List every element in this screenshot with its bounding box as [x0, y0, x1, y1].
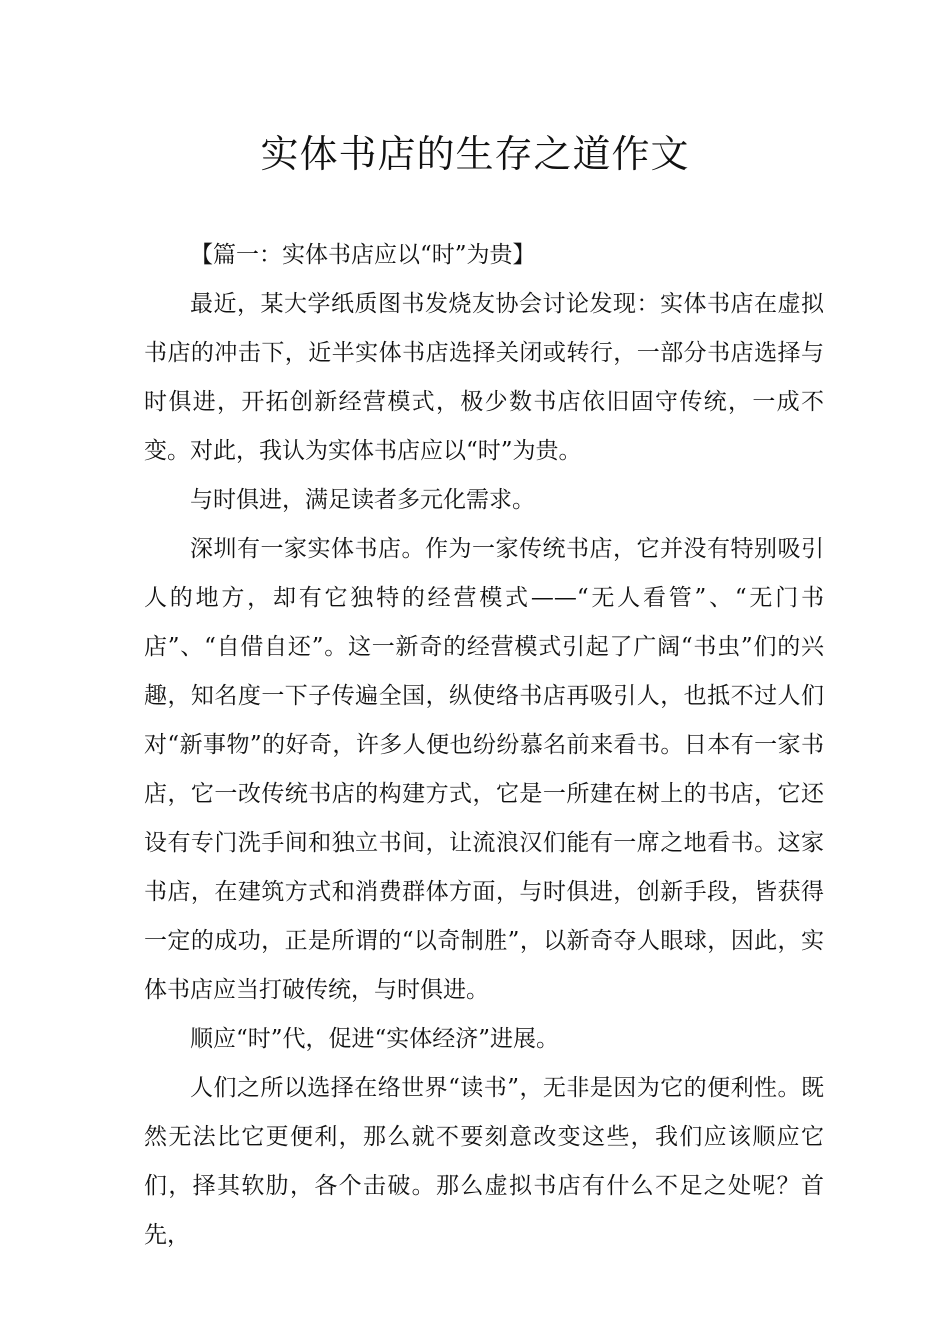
paragraph-subheading: 与时俱进，满足读者多元化需求。 [190, 487, 535, 513]
section-heading: 【篇一：实体书店应以“时”为贵】 [190, 242, 536, 268]
paragraph-subheading: 顺应“时”代，促进“实体经济”进展。 [190, 1026, 560, 1052]
paragraph: 最近，某大学纸质图书发烧友协会讨论发现：实体书店在虚拟书店的冲击下，近半实体书店选择关闭或转行，一部分书店选择与时俱进，开拓创新经营模式，极少数书店依旧固守传统，一成不变。对此，我认为实体书店应以“时”为贵。 [144, 291, 824, 464]
document-title: 实体书店的生存之道作文 [260, 132, 690, 176]
paragraph: 人们之所以选择在络世界“读书”，无非是因为它的便利性。既然无法比它更便利，那么就不要刻意改变这些，我们应该顺应它们，择其软肋，各个击破。那么虚拟书店有什么不足之处呢？首先， [144, 1075, 824, 1248]
document-body [144, 231, 824, 1260]
paragraph: 深圳有一家实体书店。作为一家传统书店，它并没有特别吸引人的地方，却有它独特的经营模式——“无人看管”、“无门书店”、“自借自还”。这一新奇的经营模式引起了广阔“书虫”们的兴趣，知名度一下子传遍全国，纵使络书店再吸引人，也抵不过人们对“新事物”的好奇，许多人便也纷纷慕名前来看书。日本有一家书店，它一改传统书店的构建方式，它是一所建在树上的书店，它还设有专门洗手间和独立书间，让流浪汉们能有一席之地看书。这家书店，在建筑方式和消费群体方面，与时俱进，创新手段，皆获得一定的成功，正是所谓的“以奇制胜”，以新奇夺人眼球，因此，实体书店应当打破传统，与时俱进。 [144, 536, 824, 1003]
